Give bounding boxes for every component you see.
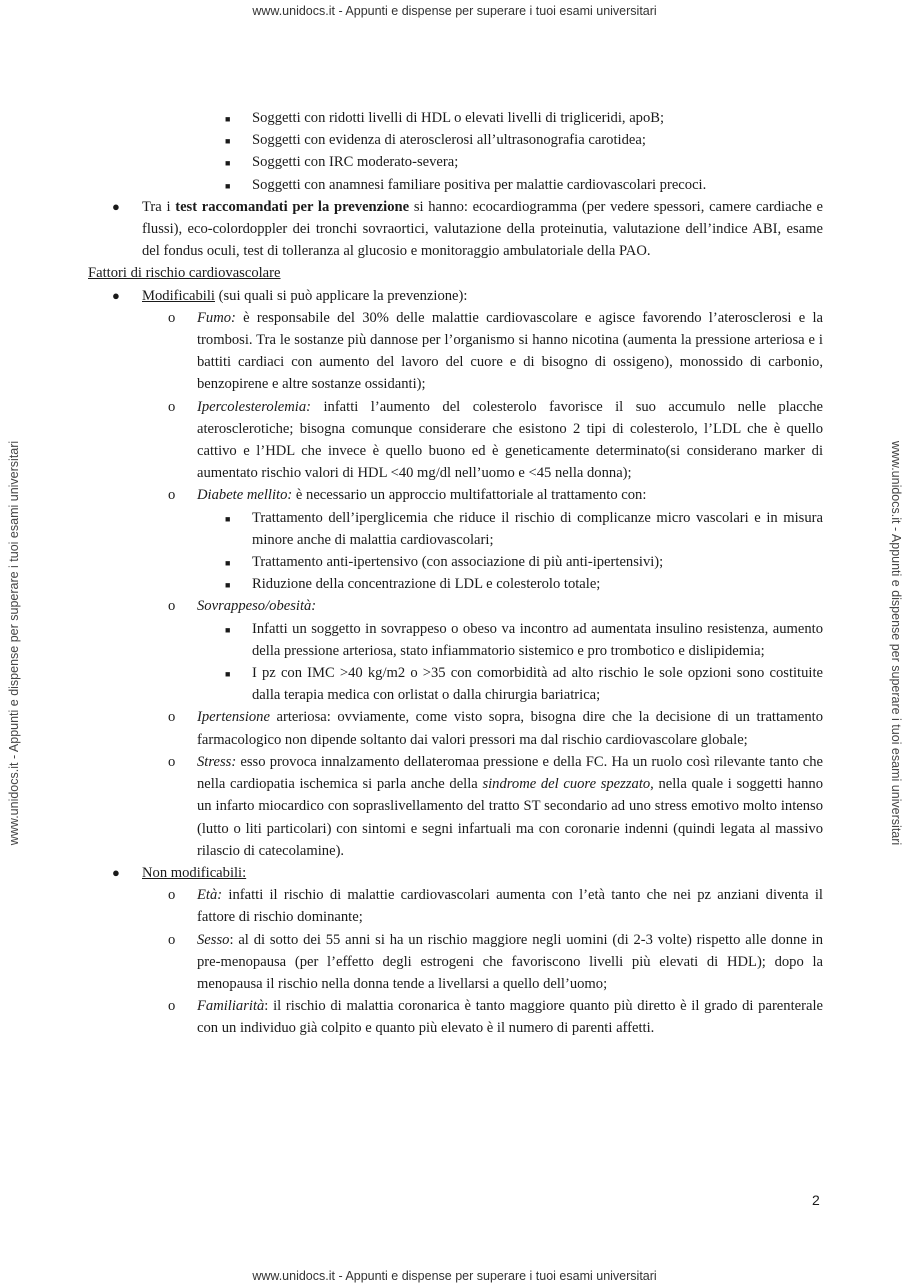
circle-bullet-icon: o [168,598,176,615]
top-sub-list [88,107,823,196]
familiarita-item: o Familiarità: il rischio di malattia coronarica è tanto maggiore quanto più diretto è il grado di parenterale con un individuo già colpito e quanto più elevato è il numero di parenti affetti. [88,995,823,1039]
sovrappeso-item: o Sovrappeso/obesità: [88,595,823,617]
list-item: ■ I pz con IMC >40 kg/m2 o >35 con comorbidità ad alto rischio le sole opzioni sono costituite dalla terapia medica con orlistat o dalla chirurgia bariatrica; [225,665,823,704]
circle-bullet-icon: o [168,753,176,770]
round-bullet-icon: ● [112,198,120,214]
square-bullet-icon: ■ [225,136,231,147]
round-bullet-icon: ● [112,864,120,880]
square-bullet-icon: ■ [225,180,231,191]
fumo-item: o Fumo: è responsabile del 30% delle malattie cardiovascolare e agisce favorendo l’aterosclerosi e la trombosi. Tra le sostanze più dannose per l’organismo si hanno nicotina (aumenta la pressione arteriosa e i battiti cardiaci con aumento del lavoro del cuore e di bisogno di ossigeno), monossido di carbonio, benzopirene e altre sostanze ossidanti); [88,307,823,396]
circle-bullet-icon: o [168,709,176,726]
test-bold: test raccomandati per la prevenzione [175,198,410,215]
square-bullet-icon: ■ [225,558,231,569]
list-item: ■ Infatti un soggetto in sovrappeso o obeso va incontro ad aumentata insulino resistenza, aumento della pressione arteriosa, stato infiammatorio sistemico e pro trombotico e dislipidemia; [225,620,823,659]
square-bullet-icon: ■ [225,513,231,524]
list-item: ■ Soggetti con ridotti livelli di HDL o elevati livelli di trigliceridi, apoB; [88,107,823,129]
modificabili-item: ● Modificabili (sui quali si può applicare la prevenzione): [88,285,823,307]
list-item: ■ Trattamento anti-ipertensivo (con associazione di più anti-ipertensivi); [88,551,823,573]
section-title: Fattori di rischio cardiovascolare [88,265,281,282]
circle-bullet-icon: o [168,931,176,948]
circle-bullet-icon: o [168,309,176,326]
ipercolesterolemia-item: o Ipercolesterolemia: infatti l’aumento del colesterolo favorisce il suo accumulo nelle placche aterosclerotiche; bisogna comunque considerare che esistono 2 tipi di colesterolo, l’LDL che è quello cattivo e l’HDL che invece è quello buono ed è geneticamente determinato(si considerano marker di aumentato rischio valori di HDL <40 mg/dl nell’uomo e <45 nella donna); [88,396,823,485]
square-bullet-icon: ■ [225,114,231,124]
circle-bullet-icon: o [168,998,176,1015]
circle-bullet-icon: o [168,398,176,415]
square-bullet-icon: ■ [225,158,231,169]
page-number: 2 [812,1192,820,1208]
circle-bullet-icon: o [168,887,176,904]
eta-item: o Età: infatti il rischio di malattie cardiovascolari aumenta con l’età tanto che nei pz anziani diventa il fattore di rischio dominante; [88,884,823,928]
test-paragraph: ● Tra i test raccomandati per la prevenzione si hanno: ecocardiogramma (per vedere spessori, camere cardiache e flussi), eco-colordoppler dei tronchi sovraortici, valutazione della proteinutia, valutazione dell’indice ABI, esame del fondus oculi, test di tolleranza al glucosio e monitoraggio ambulatoriale della PAO. [88,196,823,263]
non-modificabili-item: ● Non modificabili: [88,862,823,884]
list-item: ■ Soggetti con anamnesi familiare positiva per malattie cardiovascolari precoci. [88,174,823,196]
list-item: ■ Riduzione della concentrazione di LDL e colesterolo totale; [88,573,823,595]
sesso-item: o Sesso: al di sotto dei 55 anni si ha un rischio maggiore negli uomini (di 2-3 volte) rispetto alle donne in pre-menopausa (per l’effetto degli estrogeni che favoriscono livelli più elevati di HDL); dopo la menopausa il rischio nella donna tende a livellarsi a quello dell’uomo; [88,929,823,996]
list-item: ■ Soggetti con evidenza di aterosclerosi all’ultrasonografia carotidea; [88,129,823,151]
watermark-right: www.unidocs.it - Appunti e dispense per superare i tuoi esami universitari [889,440,903,846]
circle-bullet-icon: o [168,487,176,504]
square-bullet-icon: ■ [225,624,231,635]
list-item: ■ Trattamento dell’iperglicemia che riduce il rischio di complicanze micro vascolari e in misura minore anche di malattia cardiovascolari; [225,509,823,548]
diabete-item: o Diabete mellito: è necessario un approccio multifattoriale al trattamento con: [88,484,823,506]
square-bullet-icon: ■ [225,580,231,591]
watermark-left: www.unidocs.it - Appunti e dispense per superare i tuoi esami universitari [7,440,21,846]
square-bullet-icon: ■ [225,669,231,680]
document-body [88,107,823,1040]
round-bullet-icon: ● [112,287,120,303]
watermark-bottom: www.unidocs.it - Appunti e dispense per superare i tuoi esami universitari [252,1269,657,1283]
watermark-top: www.unidocs.it - Appunti e dispense per superare i tuoi esami universitari [252,4,657,18]
list-item: ■ Soggetti con IRC moderato-severa; [88,151,823,173]
ipertensione-item: o Ipertensione arteriosa: ovviamente, come visto sopra, bisogna dire che la decisione di un trattamento farmacologico non dipende soltanto dai valori pressori ma dal rischio cardiovascolare globale; [88,706,823,750]
stress-item: o Stress: esso provoca innalzamento dellateromaa pressione e della FC. Ha un ruolo così rilevante tanto che nella cardiopatia ischemica si parla anche della sindrome del cuore spezzato, nella quale i soggetti hanno un infarto miocardico con sopraslivellamento del tratto ST secondario ad uno stress emotivo molto intenso (lutto o liti particolari) con sintomi e segni infartuali ma con coronarie indenni (quindi legata al massivo rilascio di catecolamine). [88,751,823,862]
